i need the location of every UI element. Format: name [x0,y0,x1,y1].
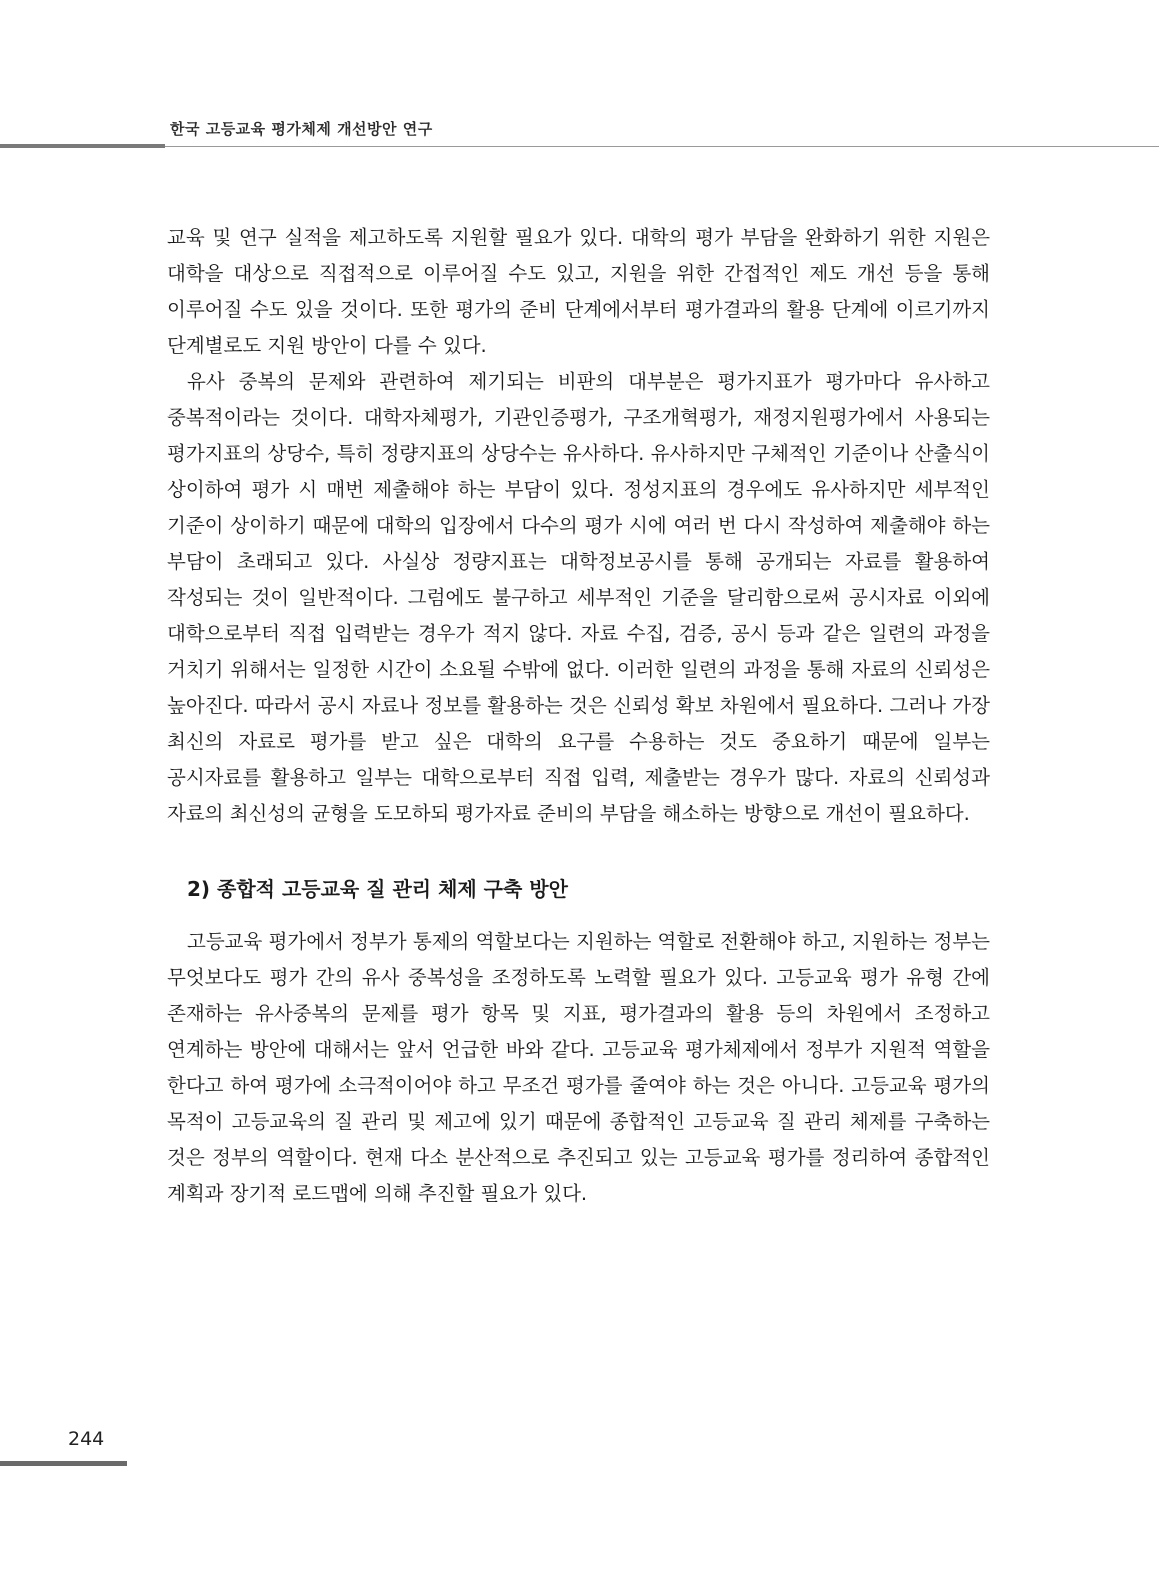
page-number: 244 [68,1428,105,1450]
paragraph-3: 고등교육 평가에서 정부가 통제의 역할보다는 지원하는 역할로 전환해야 하고, 지원하는 정부는 무엇보다도 평가 간의 유사 중복성을 조정하도록 노력할 필요가 있다. 고등교육 평가 유형 간에 존재하는 유사중복의 문제를 평가 항목 및 지표, 평가결과의 활용 등의 차원에서 조정하고 연계하는 방안에 대해서는 앞서 언급한 바와 같다. 고등교육 평가체제에서 정부가 지원적 역할을 한다고 하여 평가에 소극적이어야 하고 무조건 평가를 줄여야 하는 것은 아니다. 고등교육 평가의 목적이 고등교육의 질 관리 및 제고에 있기 때문에 종합적인 고등교육 질 관리 체제를 구축하는 것은 정부의 역할이다. 현재 다소 분산적으로 추진되고 있는 고등교육 평가를 정리하여 종합적인 계획과 장기적 로드맵에 의해 추진할 필요가 있다. [167,930,990,1205]
paragraph-1: 교육 및 연구 실적을 제고하도록 지원할 필요가 있다. 대학의 평가 부담을 완화하기 위한 지원은 대학을 대상으로 직접적으로 이루어질 수도 있고, 지원을 위한 간접적인 제도 개선 등을 통해 이루어질 수도 있을 것이다. 또한 평가의 준비 단계에서부터 평가결과의 활용 단계에 이르기까지 단계별로도 지원 방안이 다를 수 있다. [167,226,990,357]
paragraph-2: 유사 중복의 문제와 관련하여 제기되는 비판의 대부분은 평가지표가 평가마다 유사하고 중복적이라는 것이다. 대학자체평가, 기관인증평가, 구조개혁평가, 재정지원평가에서 사용되는 평가지표의 상당수, 특히 정량지표의 상당수는 유사하다. 유사하지만 구체적인 기준이나 산출식이 상이하여 평가 시 매번 제출해야 하는 부담이 있다. 정성지표의 경우에도 유사하지만 세부적인 기준이 상이하기 때문에 대학의 입장에서 다수의 평가 시에 여러 번 다시 작성하여 제출해야 하는 부담이 초래되고 있다. 사실상 정량지표는 대학정보공시를 통해 공개되는 자료를 활용하여 작성되는 것이 일반적이다. 그럼에도 불구하고 세부적인 기준을 달리함으로써 공시자료 이외에 대학으로부터 직접 입력받는 경우가 적지 않다. 자료 수집, 검증, 공시 등과 같은 일련의 과정을 거치기 위해서는 일정한 시간이 소요될 수밖에 없다. 이러한 일련의 과정을 통해 자료의 신뢰성은 높아진다. 따라서 공시 자료나 정보를 활용하는 것은 신뢰성 확보 차원에서 필요하다. 그러나 가장 최신의 자료로 평가를 받고 싶은 대학의 요구를 수용하는 것도 중요하기 때문에 일부는 공시자료를 활용하고 일부는 대학으로부터 직접 입력, 제출받는 경우가 많다. 자료의 신뢰성과 자료의 최신성의 균형을 도모하되 평가자료 준비의 부담을 해소하는 방향으로 개선이 필요하다. [167,370,990,825]
running-header-title: 한국 고등교육 평가체제 개선방안 연구 [170,120,433,138]
page-body [167,220,990,1212]
footer-accent-bar [0,1461,127,1466]
section-title: 2) 종합적 고등교육 질 관리 체제 구축 방안 [187,877,568,901]
header-divider [0,146,1159,147]
header-accent-bar [0,144,165,148]
